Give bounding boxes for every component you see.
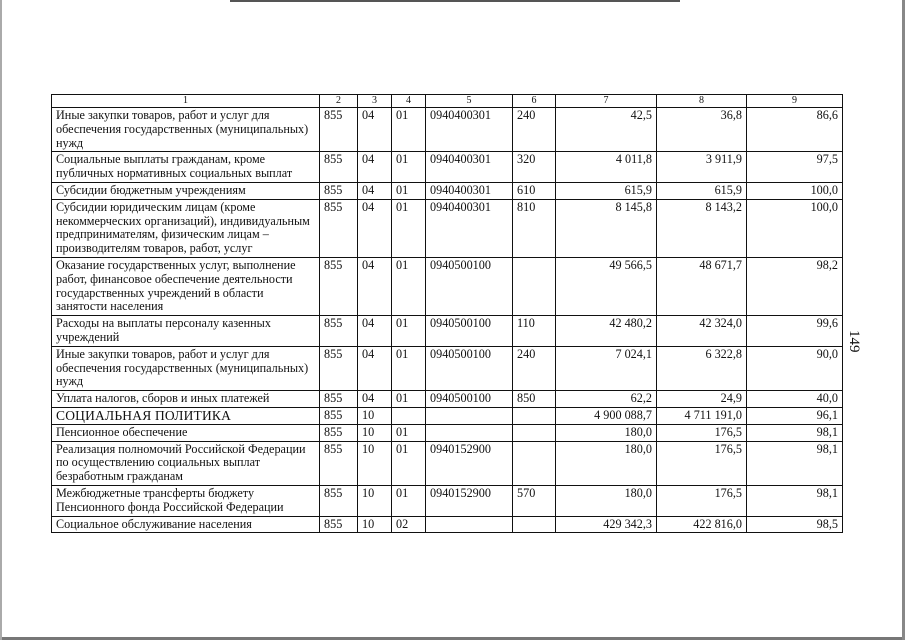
scan-border-top [230,0,680,2]
actual-amount: 48 671,7 [657,257,747,315]
expense-type-code [513,424,556,441]
actual-amount: 36,8 [657,108,747,152]
section-code: 04 [358,257,392,315]
column-number: 7 [556,95,657,108]
table-row [52,257,843,315]
execution-percent: 86,6 [747,108,843,152]
section-code: 04 [358,152,392,183]
column-number: 4 [392,95,426,108]
actual-amount: 3 911,9 [657,152,747,183]
planned-amount: 4 011,8 [556,152,657,183]
expense-type-code: 810 [513,199,556,257]
expense-type-code [513,407,556,424]
target-article-code: 0940500100 [426,346,513,390]
section-code: 04 [358,391,392,408]
row-name: Социальное обслуживание населения [52,516,320,533]
table-row-section [52,407,843,424]
planned-amount: 7 024,1 [556,346,657,390]
target-article-code [426,424,513,441]
actual-amount: 615,9 [657,182,747,199]
row-name: Субсидии бюджетным учреждениям [52,182,320,199]
target-article-code: 0940500100 [426,391,513,408]
table-row [52,391,843,408]
table-row [52,108,843,152]
table-row [52,516,843,533]
target-article-code: 0940152900 [426,485,513,516]
table-row [52,316,843,347]
planned-amount: 4 900 088,7 [556,407,657,424]
expense-type-code: 570 [513,485,556,516]
ministry-code: 855 [320,407,358,424]
subsection-code: 01 [392,424,426,441]
subsection-code: 01 [392,391,426,408]
target-article-code: 0940400301 [426,199,513,257]
expense-type-code: 610 [513,182,556,199]
section-code: 04 [358,316,392,347]
ministry-code: 855 [320,257,358,315]
row-name: Уплата налогов, сборов и иных платежей [52,391,320,408]
budget-table [51,94,843,533]
planned-amount: 180,0 [556,424,657,441]
execution-percent: 97,5 [747,152,843,183]
actual-amount: 6 322,8 [657,346,747,390]
column-number: 1 [52,95,320,108]
table-row [52,346,843,390]
subsection-code: 01 [392,257,426,315]
section-code: 10 [358,516,392,533]
row-name: СОЦИАЛЬНАЯ ПОЛИТИКА [52,407,320,424]
planned-amount: 42 480,2 [556,316,657,347]
actual-amount: 42 324,0 [657,316,747,347]
row-name: Иные закупки товаров, работ и услуг для обеспечения государственных (муниципальных) нужд [52,346,320,390]
section-code: 10 [358,485,392,516]
ministry-code: 855 [320,108,358,152]
subsection-code: 01 [392,199,426,257]
target-article-code [426,516,513,533]
expense-type-code: 240 [513,346,556,390]
row-name: Расходы на выплаты персоналу казенных учреждений [52,316,320,347]
column-number-row [52,95,843,108]
column-number: 3 [358,95,392,108]
subsection-code: 01 [392,316,426,347]
target-article-code: 0940400301 [426,152,513,183]
planned-amount: 42,5 [556,108,657,152]
planned-amount: 615,9 [556,182,657,199]
subsection-code: 01 [392,346,426,390]
planned-amount: 180,0 [556,485,657,516]
actual-amount: 4 711 191,0 [657,407,747,424]
actual-amount: 422 816,0 [657,516,747,533]
expense-type-code: 240 [513,108,556,152]
table-row [52,182,843,199]
actual-amount: 176,5 [657,441,747,485]
table-row [52,199,843,257]
actual-amount: 8 143,2 [657,199,747,257]
subsection-code: 02 [392,516,426,533]
target-article-code: 0940500100 [426,316,513,347]
expense-type-code: 320 [513,152,556,183]
execution-percent: 96,1 [747,407,843,424]
column-number: 9 [747,95,843,108]
target-article-code [426,407,513,424]
planned-amount: 180,0 [556,441,657,485]
ministry-code: 855 [320,182,358,199]
execution-percent: 99,6 [747,316,843,347]
subsection-code: 01 [392,182,426,199]
ministry-code: 855 [320,152,358,183]
ministry-code: 855 [320,424,358,441]
ministry-code: 855 [320,316,358,347]
column-number: 5 [426,95,513,108]
expense-type-code [513,516,556,533]
target-article-code: 0940152900 [426,441,513,485]
row-name: Субсидии юридическим лицам (кроме некоммерческих организаций), индивидуальным предпринимателям, физическим лицам – производителям товаров, работ, услуг [52,199,320,257]
execution-percent: 98,1 [747,485,843,516]
actual-amount: 24,9 [657,391,747,408]
ministry-code: 855 [320,391,358,408]
row-name: Межбюджетные трансферты бюджету Пенсионного фонда Российской Федерации [52,485,320,516]
expense-type-code [513,257,556,315]
subsection-code: 01 [392,441,426,485]
actual-amount: 176,5 [657,424,747,441]
planned-amount: 8 145,8 [556,199,657,257]
planned-amount: 429 342,3 [556,516,657,533]
expense-type-code: 110 [513,316,556,347]
expense-type-code: 850 [513,391,556,408]
target-article-code: 0940500100 [426,257,513,315]
execution-percent: 100,0 [747,182,843,199]
section-code: 04 [358,182,392,199]
table-row [52,152,843,183]
section-code: 10 [358,441,392,485]
section-code: 10 [358,424,392,441]
ministry-code: 855 [320,516,358,533]
execution-percent: 98,1 [747,424,843,441]
ministry-code: 855 [320,485,358,516]
execution-percent: 100,0 [747,199,843,257]
row-name: Реализация полномочий Российской Федерации по осуществлению социальных выплат безработным гражданам [52,441,320,485]
row-name: Оказание государственных услуг, выполнение работ, финансовое обеспечение деятельности государственных учреждений в области занятости населения [52,257,320,315]
row-name: Социальные выплаты гражданам, кроме публичных нормативных социальных выплат [52,152,320,183]
row-name: Иные закупки товаров, работ и услуг для обеспечения государственных (муниципальных) нужд [52,108,320,152]
planned-amount: 49 566,5 [556,257,657,315]
column-number: 6 [513,95,556,108]
execution-percent: 98,5 [747,516,843,533]
execution-percent: 98,2 [747,257,843,315]
planned-amount: 62,2 [556,391,657,408]
section-code: 10 [358,407,392,424]
execution-percent: 98,1 [747,441,843,485]
expense-type-code [513,441,556,485]
execution-percent: 40,0 [747,391,843,408]
section-code: 04 [358,108,392,152]
table-row [52,441,843,485]
subsection-code: 01 [392,152,426,183]
execution-percent: 90,0 [747,346,843,390]
subsection-code [392,407,426,424]
column-number: 2 [320,95,358,108]
page-number: 149 [846,330,862,353]
subsection-code: 01 [392,485,426,516]
target-article-code: 0940400301 [426,182,513,199]
scan-border-left [0,0,2,640]
column-number: 8 [657,95,747,108]
table-row [52,424,843,441]
actual-amount: 176,5 [657,485,747,516]
target-article-code: 0940400301 [426,108,513,152]
table-row [52,485,843,516]
row-name: Пенсионное обеспечение [52,424,320,441]
ministry-code: 855 [320,346,358,390]
subsection-code: 01 [392,108,426,152]
ministry-code: 855 [320,199,358,257]
ministry-code: 855 [320,441,358,485]
section-code: 04 [358,199,392,257]
section-code: 04 [358,346,392,390]
